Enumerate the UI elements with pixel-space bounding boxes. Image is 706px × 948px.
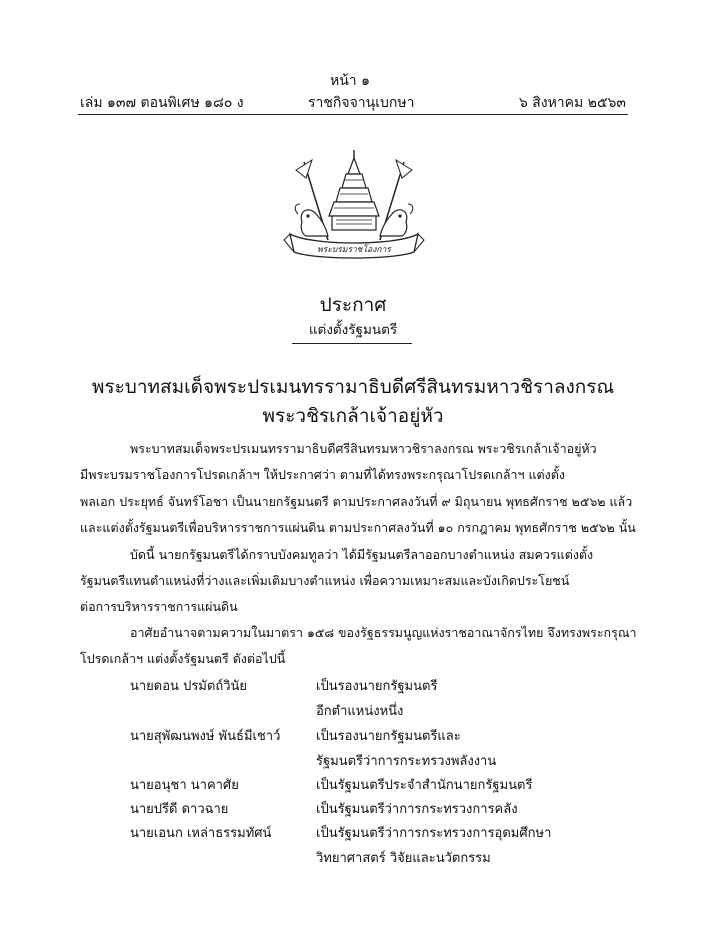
paragraph-1-line: และแต่งตั้งรัฐมนตรีเพื่อบริหารราชการแผ่นดิน ตามประกาศลงวันที่ ๑๐ กรกฎาคม พุทธศักราช ๒๕๖๒ นั้น <box>80 520 636 535</box>
paragraph-3-line: โปรดเกล้าฯ แต่งตั้งรัฐมนตรี ดังต่อไปนี้ <box>80 651 286 666</box>
appointee-position-cont: วิทยาศาสตร์ วิจัยและนวัตกรรม <box>316 851 491 866</box>
appointee-position: เป็นรัฐมนตรีประจำสำนักนายกรัฐมนตรี <box>316 778 533 793</box>
appointee-position: เป็นรัฐมนตรีว่าการกระทรวงการคลัง <box>316 802 518 817</box>
appointee-position-cont: อีกตำแหน่งหนึ่ง <box>316 704 404 719</box>
paragraph-2-line: ต่อการบริหารราชการแผ่นดิน <box>80 599 238 614</box>
appointee-position-cont: รัฐมนตรีว่าการกระทรวงพลังงาน <box>316 754 497 769</box>
paragraph-1-line: พลเอก ประยุทธ์ จันทร์โอชา เป็นนายกรัฐมนตรี ตามประกาศลงวันที่ ๙ มิถุนายน พุทธศักราช ๒๕๖๒ แล้ว <box>80 494 633 509</box>
announcement-title: ประกาศ <box>319 294 387 316</box>
appointee-name: นายปรีดี ดาวฉาย <box>130 802 229 817</box>
paragraph-2-line: รัฐมนตรีแทนตำแหน่งที่ว่างและเพิ่มเติมบางตำแหน่ง เพื่อความเหมาะสมและบังเกิดประโยชน์ <box>80 573 570 588</box>
appointee-position: เป็นรองนายกรัฐมนตรี <box>316 679 438 694</box>
page-number: หน้า ๑ <box>330 73 370 89</box>
appointee-name: นายสุพัฒนพงษ์ พันธ์มีเชาว์ <box>130 729 281 744</box>
title-rule <box>292 343 412 344</box>
appointee-position: เป็นรัฐมนตรีว่าการกระทรวงการอุดมศึกษา <box>316 826 552 841</box>
appointee-name: นายดอน ปรมัตถ์วินัย <box>130 679 247 694</box>
royal-title-line1: พระบาทสมเด็จพระปรเมนทรรามาธิบดีศรีสินทรมหาวชิราลงกรณ <box>91 376 615 398</box>
paragraph-2-line: บัดนี้ นายกรัฐมนตรีได้กราบบังคมทูลว่า ได้มีรัฐมนตรีลาออกบางตำแหน่ง สมควรแต่งตั้ง <box>130 547 594 562</box>
appointee-position: เป็นรองนายกรัฐมนตรีและ <box>316 729 461 744</box>
gazette-name: ราชกิจจานุเบกษา <box>308 95 415 111</box>
header-rule <box>78 114 628 115</box>
appointee-name: นายเอนก เหล่าธรรมทัศน์ <box>130 826 272 841</box>
announcement-subtitle: แต่งตั้งรัฐมนตรี <box>308 322 398 338</box>
appointee-name: นายอนุชา นาคาศัย <box>130 778 239 793</box>
gazette-volume: เล่ม ๑๓๗ ตอนพิเศษ ๑๘๐ ง <box>80 95 244 111</box>
gazette-date: ๖ สิงหาคม ๒๕๖๓ <box>518 95 626 111</box>
emblem-banner-text: พระบรมราชโองการ <box>317 245 391 255</box>
royal-emblem-icon <box>282 148 426 260</box>
paragraph-1-line: พระบาทสมเด็จพระปรเมนทรรามาธิบดีศรีสินทรมหาวชิราลงกรณ พระวชิรเกล้าเจ้าอยู่หัว <box>130 441 597 456</box>
paragraph-1-line: มีพระบรมราชโองการโปรดเกล้าฯ ให้ประกาศว่า ตามที่ได้ทรงพระกรุณาโปรดเกล้าฯ แต่งตั้ง <box>80 467 566 482</box>
royal-title-line2: พระวชิรเกล้าเจ้าอยู่หัว <box>262 405 444 427</box>
paragraph-3-line: อาศัยอำนาจตามความในมาตรา ๑๕๘ ของรัฐธรรมนูญแห่งราชอาณาจักรไทย จึงทรงพระกรุณา <box>130 625 637 640</box>
